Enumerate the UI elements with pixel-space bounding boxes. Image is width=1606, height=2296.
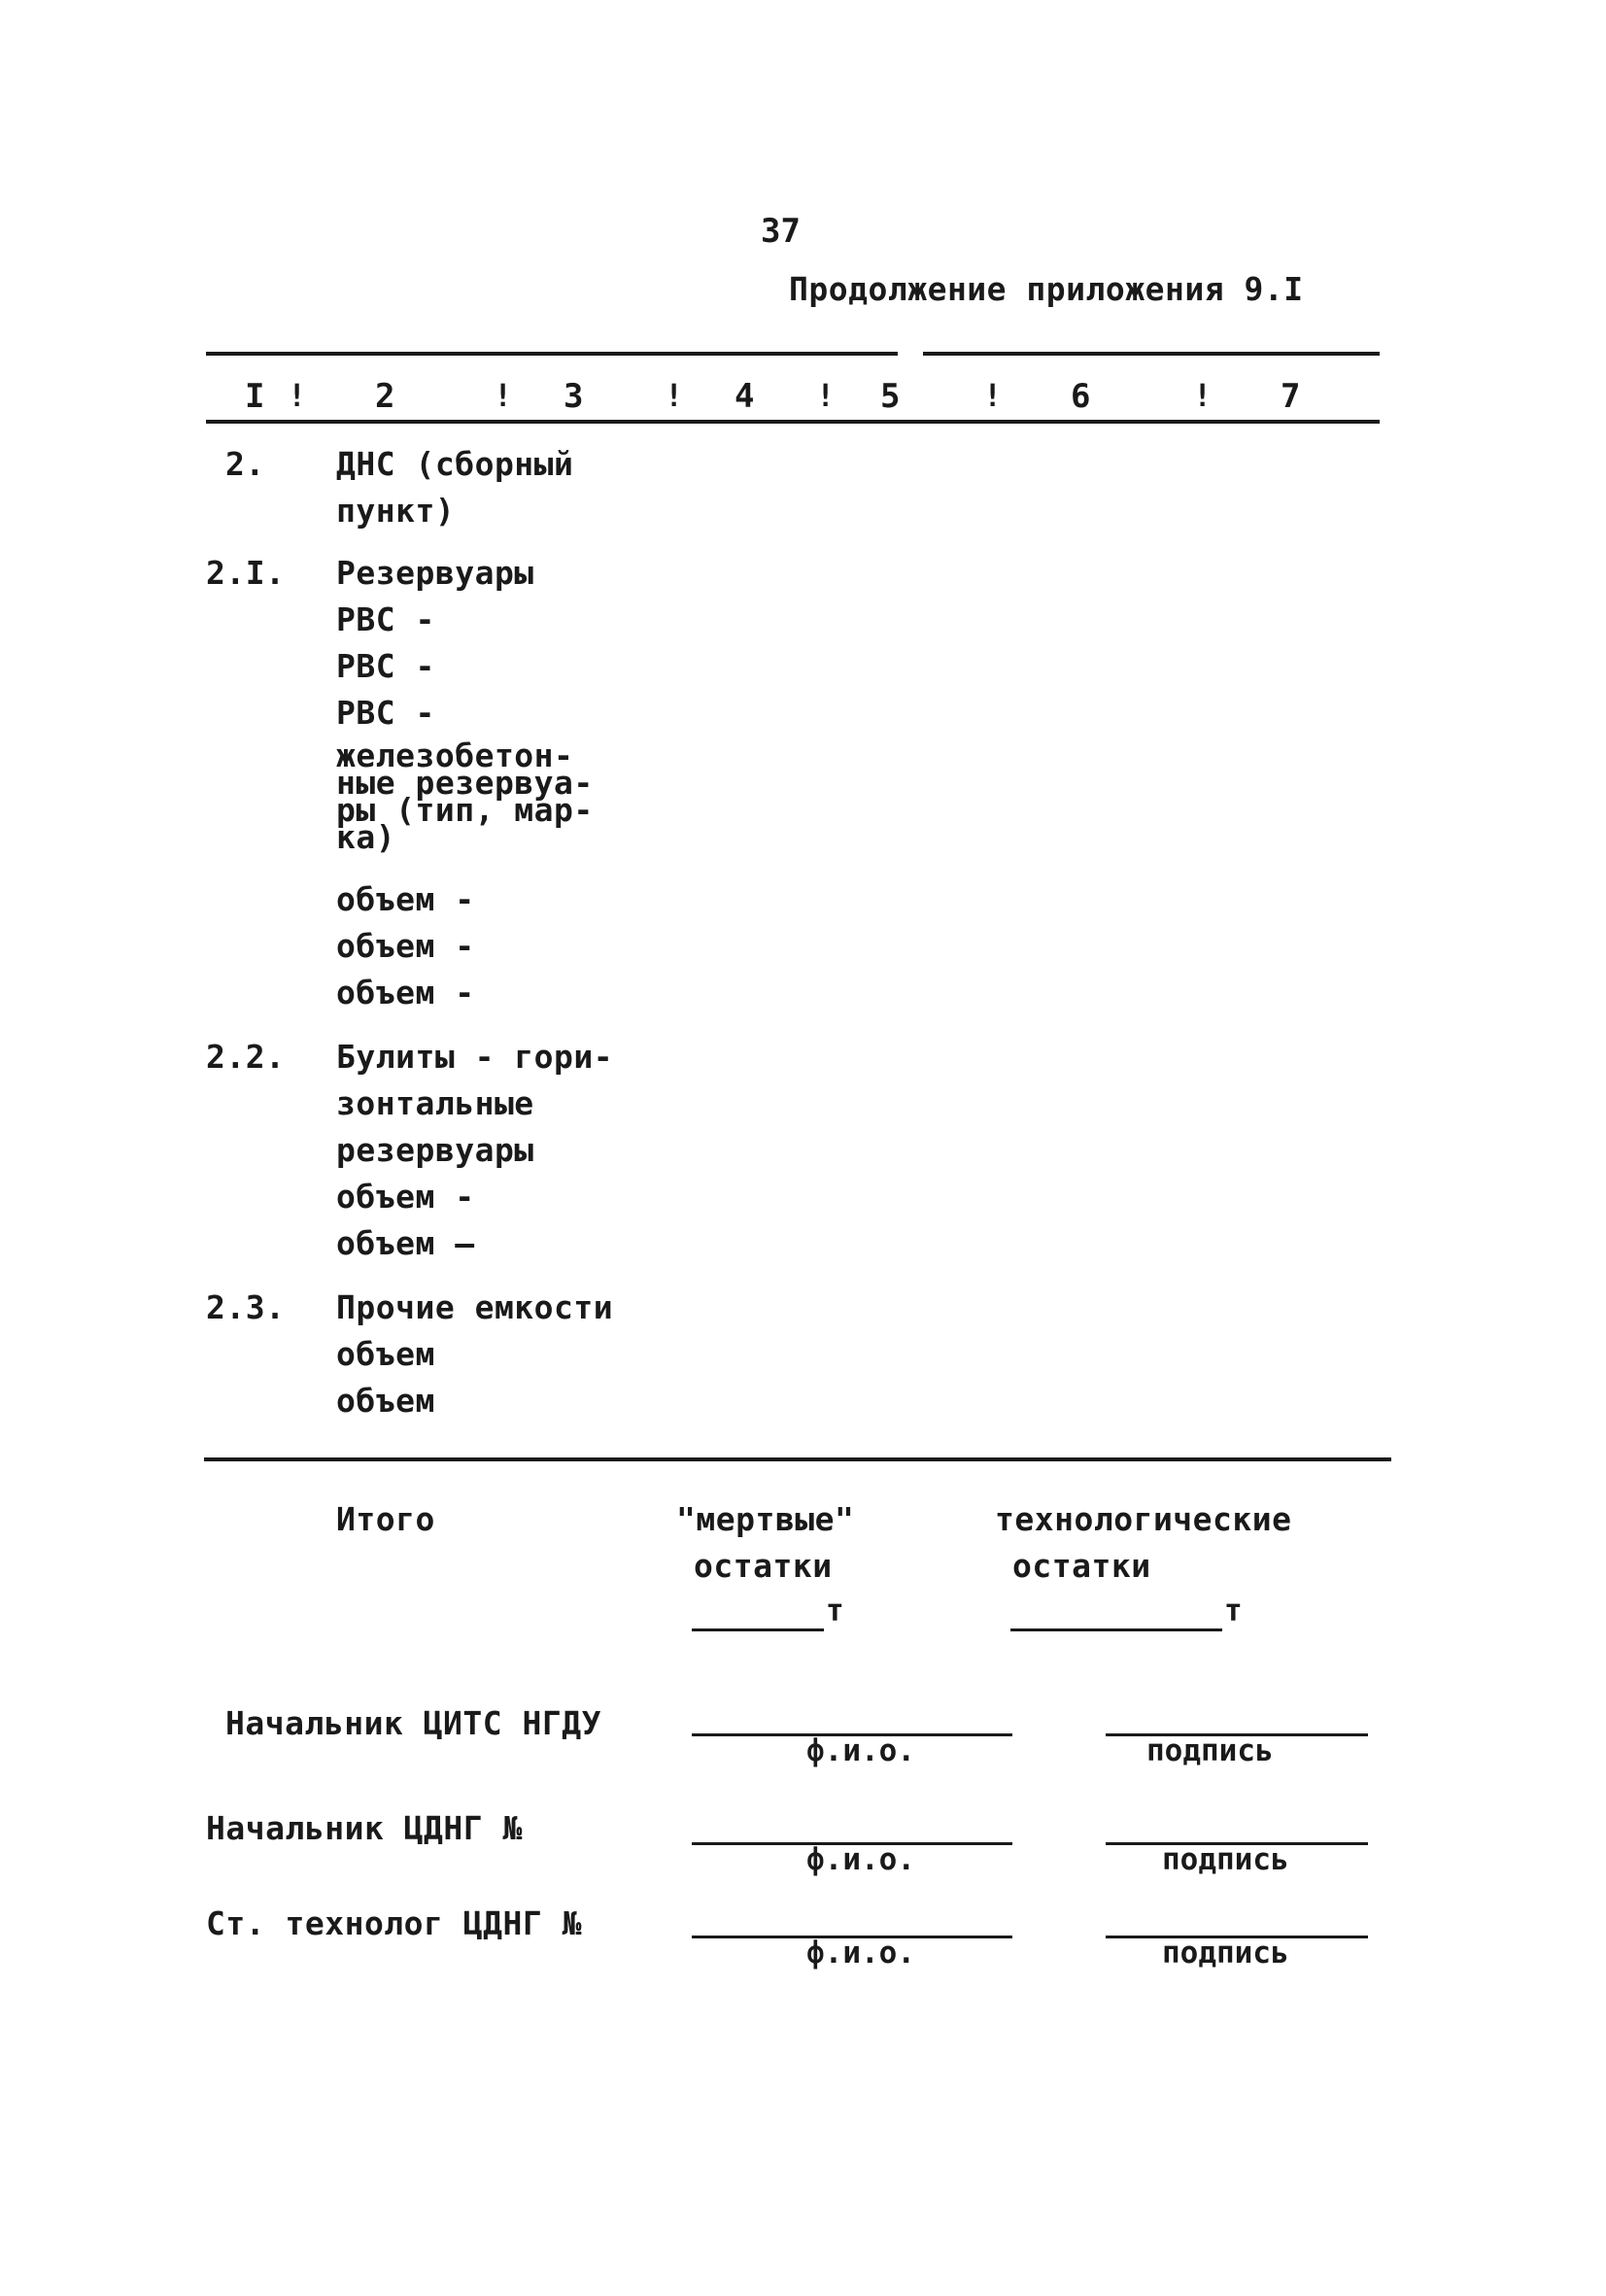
column-header-7: 7 (1281, 377, 1301, 416)
column-header-3: 3 (564, 377, 584, 416)
row-text: объем - (336, 974, 475, 1011)
signature-role: Начальник ЦДНГ № (206, 1809, 523, 1847)
tech-residue-unit: т (1224, 1593, 1243, 1628)
dead-residue-label: остатки (694, 1547, 833, 1585)
tech-residue-blank (1010, 1628, 1222, 1631)
table-top-rule (206, 352, 898, 356)
column-separator: ! (983, 377, 1003, 414)
row-text: объем - (336, 1178, 475, 1216)
table-bottom-rule (204, 1457, 1391, 1461)
row-text: ДНС (сборный (336, 445, 574, 483)
row-text: железобетон- (336, 737, 574, 774)
name-caption: ф.и.о. (806, 1733, 915, 1768)
row-text: Прочие емкости (336, 1288, 614, 1326)
row-text: объем (336, 1382, 435, 1420)
column-separator: ! (494, 377, 513, 414)
column-separator: ! (1193, 377, 1213, 414)
dead-residue-label: "мертвые" (676, 1500, 855, 1538)
name-caption: ф.и.о. (806, 1936, 915, 1970)
column-header-2: 2 (375, 377, 395, 416)
tech-residue-label: технологические (995, 1500, 1292, 1538)
continuation-title: Продолжение приложения 9.I (789, 270, 1304, 308)
column-header-5: 5 (880, 377, 901, 416)
signature-caption: подпись (1162, 1936, 1289, 1970)
tech-residue-label: остатки (1012, 1547, 1151, 1585)
signature-role: Начальник ЦИТС НГДУ (225, 1704, 601, 1742)
column-header-4: 4 (735, 377, 755, 416)
row-text: РВС - (336, 694, 435, 732)
dead-residue-blank (692, 1628, 824, 1631)
row-text: РВС - (336, 600, 435, 638)
row-text: РВС - (336, 647, 435, 685)
row-text: зонтальные (336, 1084, 534, 1122)
dead-residue-unit: т (826, 1593, 844, 1628)
signature-role: Ст. технолог ЦДНГ № (206, 1904, 582, 1942)
row-text: Булиты - гори- (336, 1038, 614, 1076)
column-header-1: I (245, 377, 265, 416)
row-text: пункт) (336, 492, 456, 530)
name-caption: ф.и.о. (806, 1842, 915, 1877)
row-text: ные резервуа- (336, 764, 594, 802)
row-text: объем — (336, 1224, 475, 1262)
row-text: резервуары (336, 1131, 534, 1169)
totals-label: Итого (336, 1500, 435, 1538)
signature-caption: подпись (1162, 1842, 1289, 1877)
row-number: 2.2. (206, 1038, 286, 1076)
column-header-6: 6 (1071, 377, 1091, 416)
row-text: объем - (336, 927, 475, 965)
row-number: 2.I. (206, 554, 286, 592)
table-header-rule (206, 420, 1380, 424)
row-number: 2.3. (206, 1288, 286, 1326)
row-number: 2. (225, 445, 265, 483)
table-top-rule (923, 352, 1380, 356)
row-text: ры (тип, мар- (336, 791, 594, 829)
row-text: ка) (336, 818, 396, 856)
column-separator: ! (288, 377, 307, 414)
page-number: 37 (761, 212, 801, 251)
row-text: объем (336, 1335, 435, 1373)
row-text: объем - (336, 880, 475, 918)
signature-caption: подпись (1146, 1733, 1274, 1768)
column-separator: ! (816, 377, 836, 414)
row-text: Резервуары (336, 554, 534, 592)
column-separator: ! (665, 377, 684, 414)
